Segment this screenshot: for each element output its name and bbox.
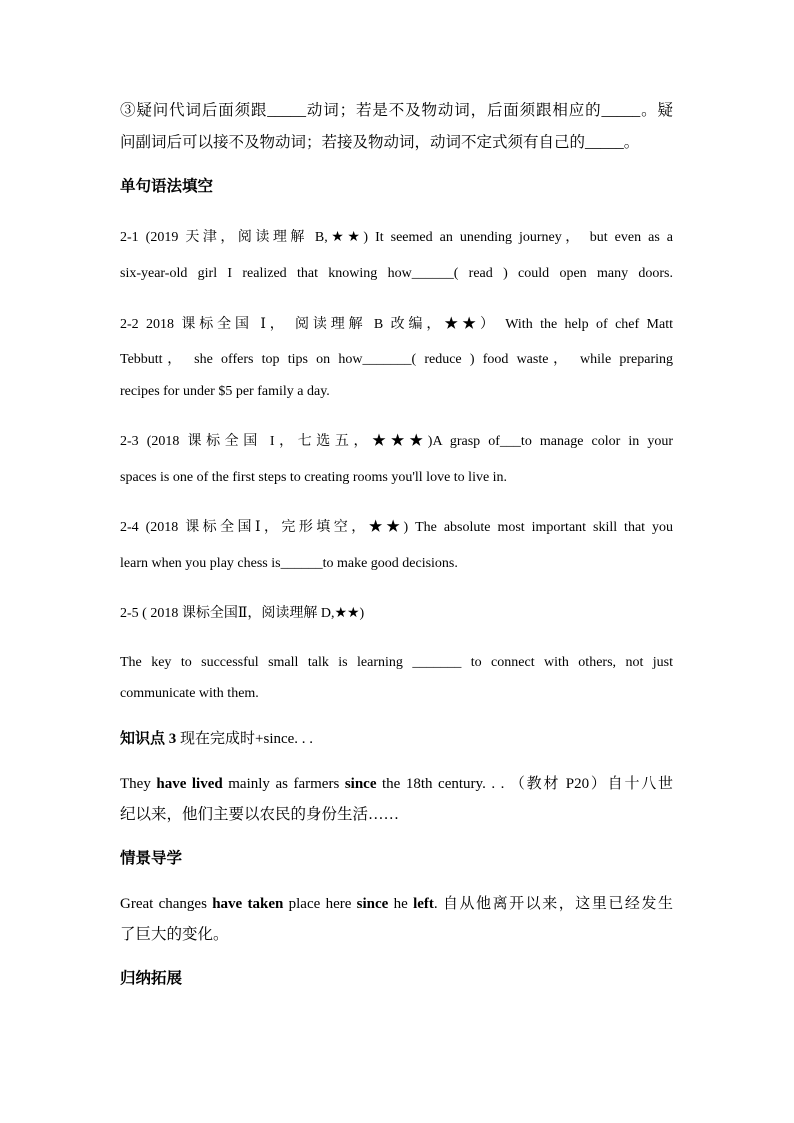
item-2-5-body-line2: communicate with them.: [120, 686, 259, 701]
example2-text-c: he: [388, 896, 414, 912]
example2-text-d: . 自从他离开以来，这里已经发生: [433, 896, 673, 912]
knowledge3-label: 知识点 3: [120, 731, 177, 747]
knowledge3-title: [120, 729, 313, 749]
item-2-3-line2: spaces is one of the first steps to creating rooms you'll love to live in.: [120, 470, 508, 485]
example2-text-a: Great changes: [120, 896, 213, 912]
item-2-5-line1: 2-5 ( 2018 课标全国Ⅱ，阅读理解 D,★★): [120, 606, 365, 621]
example2-line1: [120, 894, 673, 914]
item-2-5-body-line1: The key to successful small talk is learning _______ to connect with others, not just: [120, 655, 673, 670]
note3-line1: ③疑问代词后面须跟_____动词；若是不及物动词，后面须跟相应的_____。疑: [120, 102, 673, 119]
item-2-4-line1: 2-4 (2018 课标全国Ⅰ，完形填空，★★) The absolute most important skill that you: [120, 520, 673, 535]
knowledge3-topic: 现在完成时+since. . .: [176, 731, 314, 747]
item-2-1-line2: six-year-old girl I realized that knowing how______( read ) could open many doors.: [120, 266, 673, 281]
note3-line2: 问副词后可以接不及物动词；若接及物动词，动词不定式须有自己的_____。: [120, 134, 640, 151]
example1-text-c: the 18th century. . . （教材 P20）自十八世: [376, 776, 673, 792]
example2-line2: 了巨大的变化。: [120, 926, 229, 943]
summary-title: 归纳拓展: [120, 970, 183, 987]
item-2-2-line2: Tebbutt， she offers top tips on how_______( reduce ) food waste， while preparing: [120, 352, 673, 367]
example1-text-a: They: [120, 776, 157, 792]
example2-text-b: place here: [283, 896, 357, 912]
item-2-2-line1: 2-2 2018 课标全国 Ⅰ， 阅读理解 B 改编，★★） With the help of chef Matt: [120, 317, 673, 332]
item-2-2-line3: recipes for under $5 per family a day.: [120, 384, 330, 399]
example1-line2: 纪以来，他们主要以农民的身份生活……: [120, 806, 400, 823]
item-2-4-line2: learn when you play chess is______to make good decisions.: [120, 556, 458, 571]
example1-text-b: mainly as farmers: [222, 776, 345, 792]
example1-bold-have-lived: have lived: [156, 776, 223, 792]
example2-bold-have-taken: have taken: [212, 896, 284, 912]
example1-bold-since: since: [344, 776, 377, 792]
item-2-1-line1: 2-1 (2019 天津，阅读理解 B,★★) It seemed an unending journey， but even as a: [120, 230, 673, 245]
section-title: 单句语法填空: [120, 178, 214, 195]
situation-title: 情景导学: [120, 850, 183, 867]
item-2-3-line1: 2-3 (2018 课标全国 I，七选五，★★★)A grasp of___to manage color in your: [120, 434, 673, 449]
example2-bold-left: left: [413, 896, 434, 912]
example2-bold-since: since: [356, 896, 389, 912]
example1-line1: [120, 774, 673, 794]
